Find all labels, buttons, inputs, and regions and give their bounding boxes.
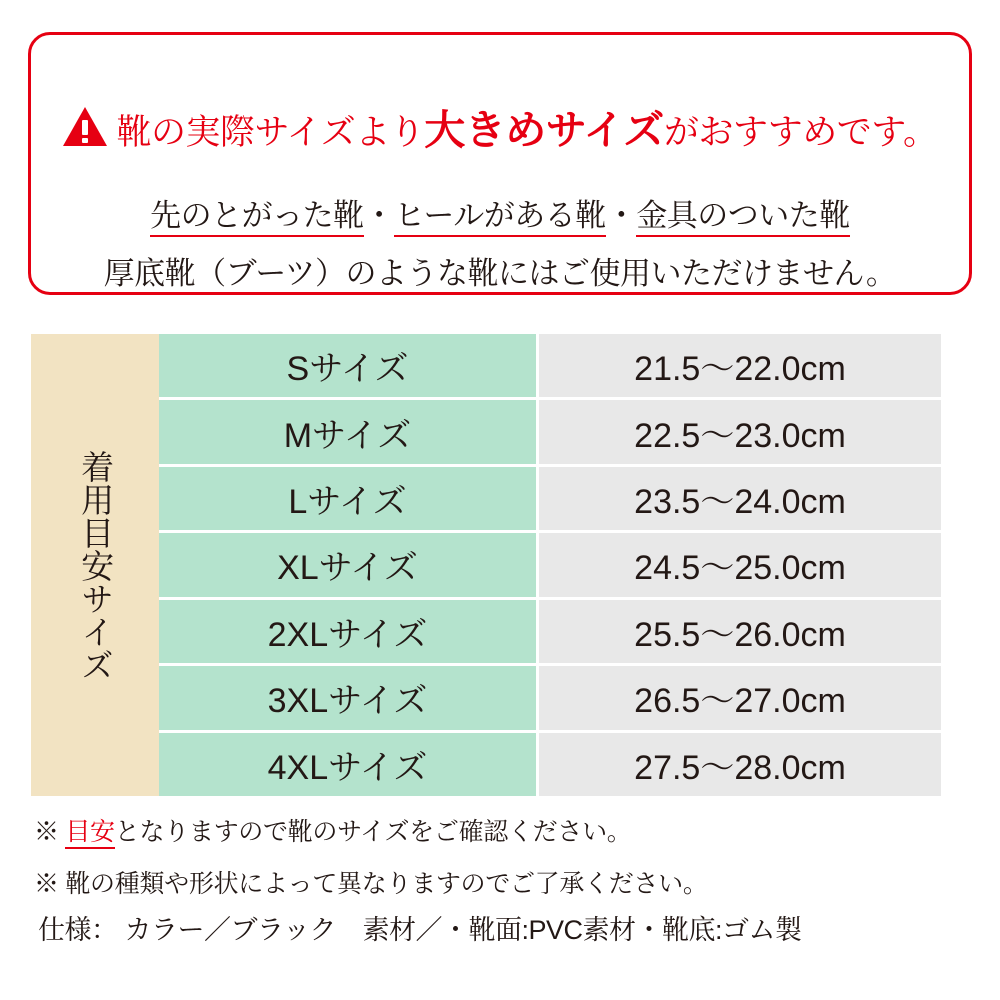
table-row — [159, 334, 941, 400]
warning-sep-2: ・ — [605, 198, 637, 233]
table-row — [159, 733, 941, 796]
table-cell-cm: 27.5〜28.0cm — [539, 733, 941, 796]
warning-item-heeled-shoes: ヒールがある靴 — [394, 198, 606, 237]
warning-sep-1: ・ — [363, 198, 395, 233]
note-1-suffix: となりますので靴のサイズをご確認ください。 — [114, 818, 632, 846]
table-cell-size: Lサイズ — [159, 467, 539, 530]
notes-section — [34, 812, 974, 916]
table-cell-cm: 24.5〜25.0cm — [539, 533, 941, 596]
size-table-body — [159, 334, 941, 796]
warning-line-3 — [31, 248, 969, 293]
table-cell-cm: 21.5〜22.0cm — [539, 334, 941, 397]
warning-triangle-icon — [63, 107, 107, 147]
warning-headline-text — [117, 97, 938, 156]
table-cell-size: 2XLサイズ — [159, 600, 539, 663]
warning-item-metal-fitting-shoes: 金具のついた靴 — [636, 198, 850, 237]
table-cell-size: 4XLサイズ — [159, 733, 539, 796]
table-cell-cm: 26.5〜27.0cm — [539, 666, 941, 729]
table-cell-size: 3XLサイズ — [159, 666, 539, 729]
table-row — [159, 600, 941, 666]
size-table-row-header-label: 着用目安サイズ — [77, 449, 115, 681]
warning-headline-prefix: 靴の実際サイズより — [116, 113, 425, 152]
warning-headline-emphasis: 大きめサイズ — [424, 107, 664, 153]
spec-line: 仕様： カラー／ブラック 素材／・靴面:PVC素材・靴底:ゴム製 — [38, 915, 802, 945]
note-1-highlight: 目安 — [65, 818, 114, 849]
table-cell-size: Sサイズ — [159, 334, 539, 397]
warning-headline-suffix: がおすすめです。 — [663, 113, 938, 152]
table-cell-cm: 23.5〜24.0cm — [539, 467, 941, 530]
size-table — [31, 334, 941, 796]
warning-headline — [31, 97, 969, 156]
table-row — [159, 666, 941, 732]
warning-item-pointed-shoes: 先のとがった靴 — [150, 198, 364, 237]
warning-item-platform-boots: 厚底靴（ブーツ） — [104, 256, 346, 295]
table-row — [159, 467, 941, 533]
table-row — [159, 400, 941, 466]
table-cell-cm: 22.5〜23.0cm — [539, 400, 941, 463]
table-cell-size: Mサイズ — [159, 400, 539, 463]
note-1-prefix: ※ — [34, 818, 66, 846]
table-row — [159, 533, 941, 599]
size-table-row-header — [31, 334, 159, 796]
note-2: ※ 靴の種類や形状によって異なりますのでご了承ください。 — [34, 870, 708, 898]
warning-line-3-rest: のような靴にはご使用いただけません。 — [345, 256, 897, 291]
warning-box — [28, 32, 972, 295]
warning-line-2 — [31, 190, 969, 235]
table-cell-cm: 25.5〜26.0cm — [539, 600, 941, 663]
table-cell-size: XLサイズ — [159, 533, 539, 596]
note-1 — [34, 812, 974, 848]
